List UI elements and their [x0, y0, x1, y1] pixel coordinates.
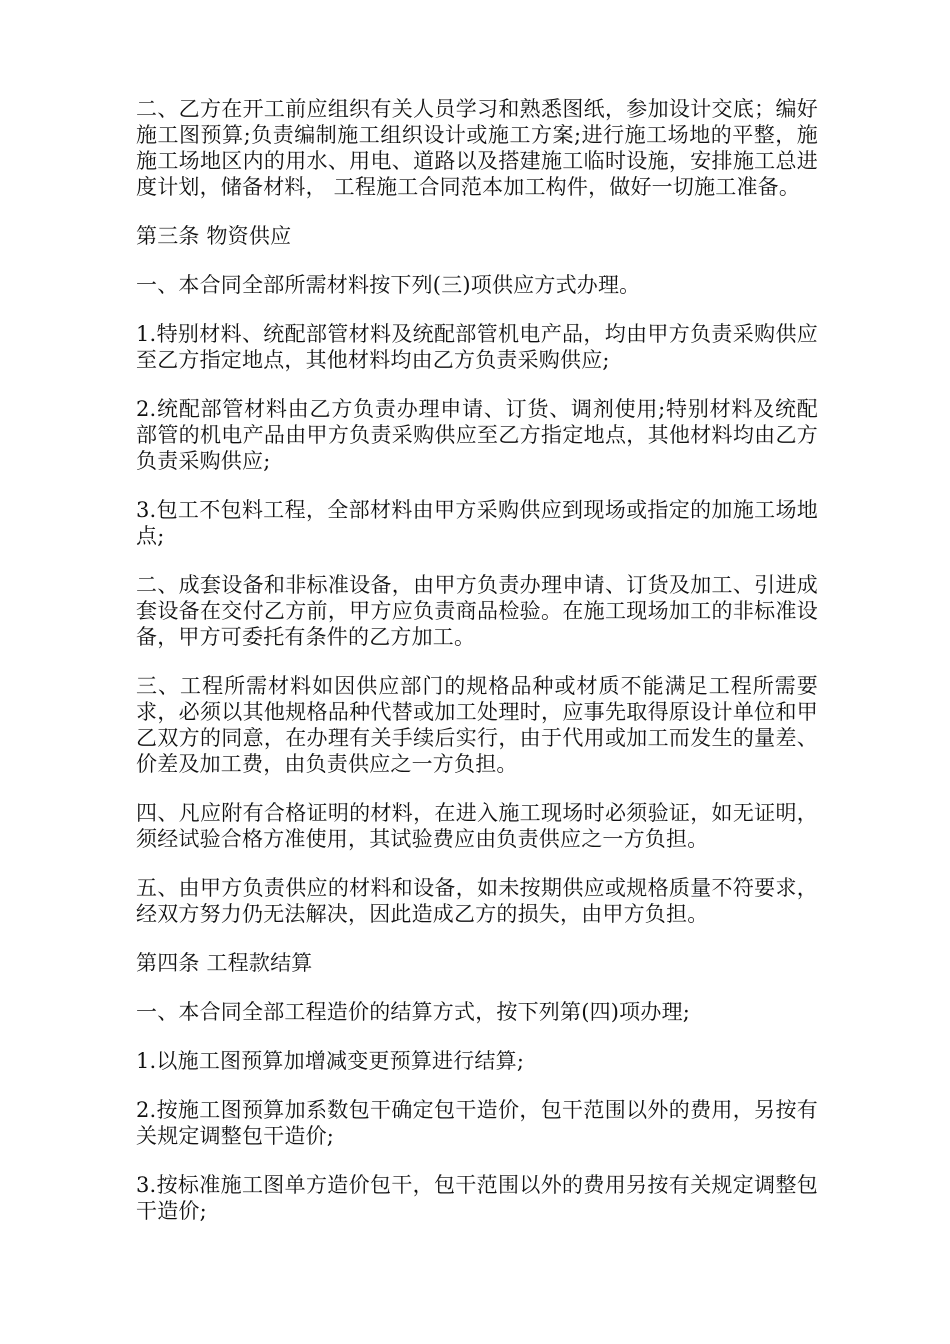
paragraph-supply-option-3: 3.包工不包料工程，全部材料由甲方采购供应到现场或指定的加施工场地点; [136, 498, 818, 548]
paragraph-equipment: 二、成套设备和非标准设备，由甲方负责办理申请、订货及加工、引进成套设备在交付乙方前，甲方应负责商品检验。在施工现场加工的非标准设备，甲方可委托有条件的乙方加工。 [136, 573, 818, 649]
heading-article-3: 第三条 物资供应 [136, 224, 292, 248]
paragraph-late-supply: 五、由甲方负责供应的材料和设备，如未按期供应或规格质量不符要求，经双方努力仍无法解决，因此造成乙方的损失，由甲方负担。 [136, 876, 818, 926]
paragraph-supply-mode: 一、本合同全部所需材料按下列(三)项供应方式办理。 [136, 273, 641, 297]
paragraph-supply-option-2: 2.统配部管材料由乙方负责办理申请、订货、调剂使用;特别材料及统配部管的机电产品由甲方负责采购供应至乙方指定地点，其他材料均由乙方负责采购供应; [136, 397, 818, 473]
paragraph-certificate: 四、凡应附有合格证明的材料，在进入施工现场时必须验证，如无证明，须经试验合格方准使用，其试验费应由负责供应之一方负担。 [136, 801, 818, 851]
paragraph-substitution: 三、工程所需材料如因供应部门的规格品种或材质不能满足工程所需要求，必须以其他规格品种代替或加工处理时，应事先取得原设计单位和甲乙双方的同意，在办理有关手续后实行，由于代用或加工而发生的量差、价差及加工费，由负责供应之一方负担。 [136, 674, 818, 776]
heading-article-4: 第四条 工程款结算 [136, 951, 313, 975]
paragraph-settlement-mode: 一、本合同全部工程造价的结算方式，按下列第(四)项办理; [136, 1000, 691, 1024]
document-page [136, 96, 818, 1247]
paragraph-supply-option-1: 1.特别材料、统配部管材料及统配部管机电产品，均由甲方负责采购供应至乙方指定地点，其他材料均由乙方负责采购供应; [136, 322, 818, 372]
paragraph-prep-work: 二、乙方在开工前应组织有关人员学习和熟悉图纸，参加设计交底；编好施工图预算;负责编制施工组织设计或施工方案;进行施工场地的平整，施施工场地区内的用水、用电、道路以及搭建施工临时设施，安排施工总进度计划，储备材料， 工程施工合同范本加工构件，做好一切施工准备。 [136, 97, 818, 199]
paragraph-settlement-option-3: 3.按标准施工图单方造价包干，包干范围以外的费用另按有关规定调整包干造价; [136, 1173, 818, 1223]
paragraph-settlement-option-1: 1.以施工图预算加增减变更预算进行结算; [136, 1049, 525, 1073]
paragraph-settlement-option-2: 2.按施工图预算加系数包干确定包干造价，包干范围以外的费用，另按有关规定调整包干造价; [136, 1098, 818, 1148]
